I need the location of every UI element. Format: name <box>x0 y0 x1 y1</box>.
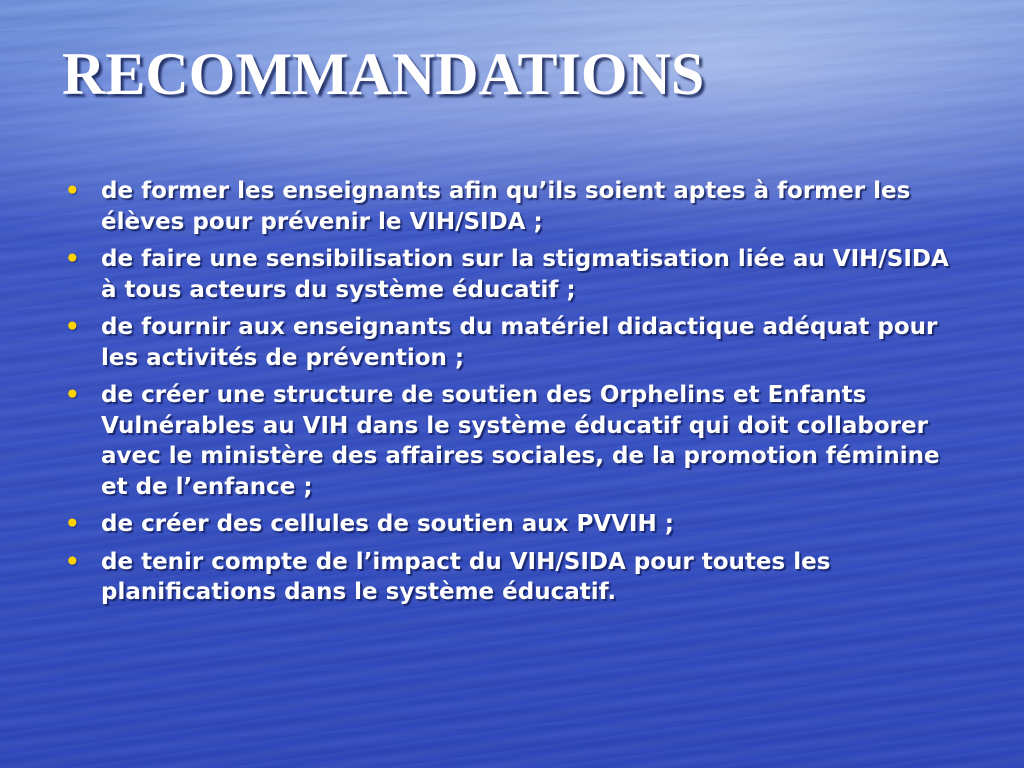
list-item <box>62 244 962 305</box>
list-item <box>62 380 962 502</box>
bullet-icon: • <box>65 382 80 408</box>
bullet-icon: • <box>65 548 80 575</box>
bullet-text: de créer une structure de soutien des Orphelins et Enfants Vulnérables au VIH dans le système éducatif qui doit collaborer avec le ministère des affaires sociales, de la promotion féminine et de l’enfance ; <box>101 382 940 500</box>
bullet-icon: • <box>65 178 80 204</box>
list-item <box>62 176 962 237</box>
bullet-icon: • <box>65 511 80 537</box>
bullet-text: de former les enseignants afin qu’ils soient aptes à former les élèves pour prévenir le VIH/SIDA ; <box>101 178 911 235</box>
recommendations-list <box>62 176 962 615</box>
list-item <box>62 312 962 373</box>
bullet-text: de faire une sensibilisation sur la stigmatisation liée au VIH/SIDA à tous acteurs du système éducatif ; <box>101 246 949 303</box>
bullet-text: de créer des cellules de soutien aux PVVIH ; <box>101 511 674 537</box>
list-item <box>62 509 962 540</box>
bullet-text: de tenir compte de l’impact du VIH/SIDA pour toutes les planifications dans le système éducatif. <box>101 548 831 605</box>
bullet-text: de fournir aux enseignants du matériel didactique adéquat pour les activités de prévention ; <box>101 314 938 371</box>
slide-title: RECOMMANDATIONS <box>62 41 705 107</box>
bullet-icon: • <box>65 246 80 272</box>
bullet-icon: • <box>65 314 80 340</box>
list-item <box>62 547 962 608</box>
